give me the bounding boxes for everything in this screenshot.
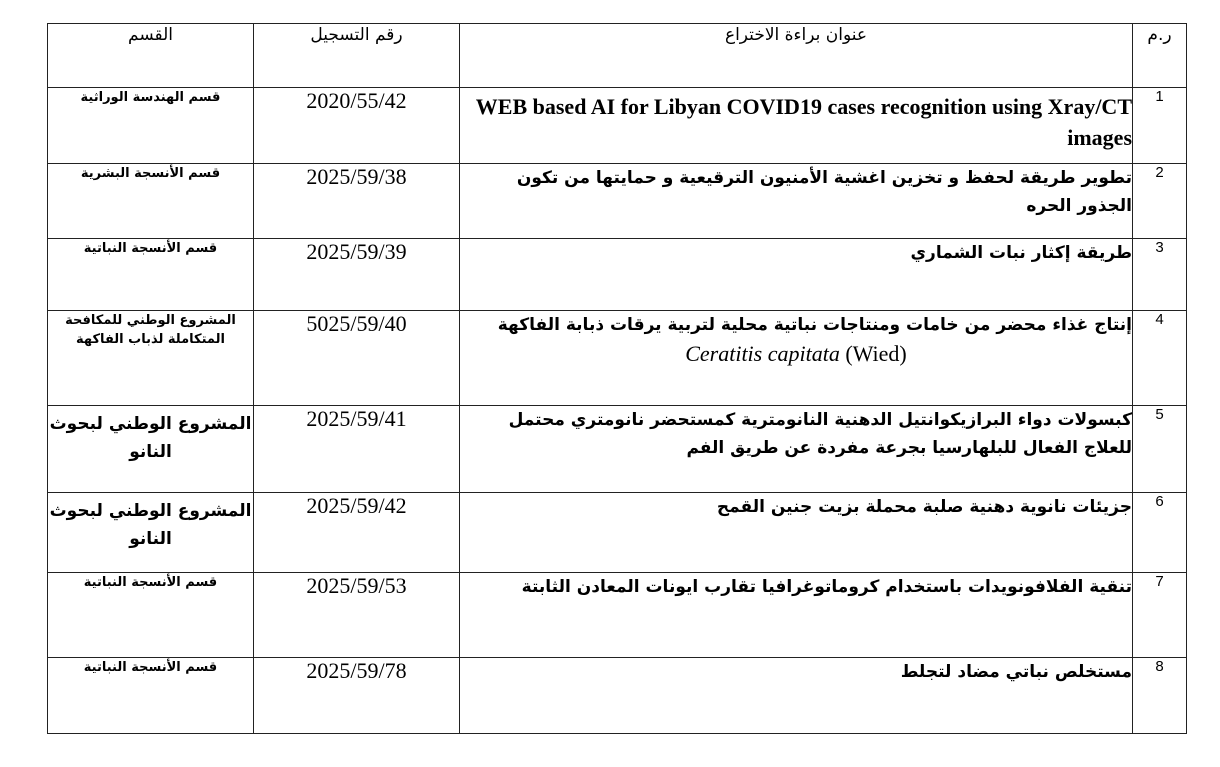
table-row: [48, 573, 1187, 658]
serial-cell: 6: [1133, 493, 1187, 573]
registration-number-cell: 2025/59/38: [254, 164, 460, 239]
table-row: [48, 311, 1187, 406]
serial-cell: 3: [1133, 239, 1187, 311]
header-registration-number: رقم التسجيل: [254, 24, 460, 88]
department-cell: قسم الأنسجة النباتية: [48, 239, 254, 311]
table-row: [48, 658, 1187, 734]
registration-number-cell: 5025/59/40: [254, 311, 460, 406]
serial-cell: 1: [1133, 88, 1187, 164]
table-row: [48, 406, 1187, 493]
header-department: القسم: [48, 24, 254, 88]
department-cell: قسم الأنسجة النباتية: [48, 658, 254, 734]
department-cell: قسم الهندسة الوراثية: [48, 88, 254, 164]
patent-title-cell: طريقة إكثار نبات الشماري: [460, 239, 1133, 311]
patent-title-cell: كبسولات دواء البرازيكوانتيل الدهنية النانومترية كمستحضر نانومتري محتمل للعلاج الفعال للبلهارسيا بجرعة مفردة عن طريق الفم: [460, 406, 1133, 493]
department-cell: المشروع الوطني لبحوث النانو: [48, 406, 254, 493]
patent-title-cell: تنقية الفلافونويدات باستخدام كروماتوغرافيا تقارب ايونات المعادن الثابتة: [460, 573, 1133, 658]
patent-title-cell: تطوير طريقة لحفظ و تخزين اغشية الأمنيون الترقيعية و حمايتها من تكون الجذور الحره: [460, 164, 1133, 239]
serial-cell: 7: [1133, 573, 1187, 658]
table-row: [48, 493, 1187, 573]
registration-number-cell: 2025/59/41: [254, 406, 460, 493]
department-cell: المشروع الوطني لبحوث النانو: [48, 493, 254, 573]
serial-cell: 2: [1133, 164, 1187, 239]
patent-title-cell: WEB based AI for Libyan COVID19 cases recognition using Xray/CT images: [460, 88, 1133, 164]
patent-title-cell: جزيئات نانوية دهنية صلبة محملة بزيت جنين القمح: [460, 493, 1133, 573]
registration-number-cell: 2020/55/42: [254, 88, 460, 164]
department-cell: قسم الأنسجة البشرية: [48, 164, 254, 239]
serial-cell: 8: [1133, 658, 1187, 734]
registration-number-cell: 2025/59/39: [254, 239, 460, 311]
department-cell: المشروع الوطني للمكافحة المتكاملة لذباب الفاكهة: [48, 311, 254, 406]
registration-number-cell: 2025/59/42: [254, 493, 460, 573]
header-patent-title: عنوان براءة الاختراع: [460, 24, 1133, 88]
table-row: [48, 88, 1187, 164]
serial-cell: 4: [1133, 311, 1187, 406]
patent-title-cell: [460, 311, 1133, 406]
patents-table: [47, 23, 1187, 734]
species-author: (Wied): [845, 341, 907, 366]
registration-number-cell: 2025/59/53: [254, 573, 460, 658]
species-name: [460, 339, 1132, 369]
patent-title-text: إنتاج غذاء محضر من خامات ومنتاجات نباتية محلية لتربية يرقات ذبابة الفاكهة: [497, 315, 1132, 335]
table-row: [48, 239, 1187, 311]
patent-title-cell: مستخلص نباتي مضاد لتجلط: [460, 658, 1133, 734]
header-serial: ر.م: [1133, 24, 1187, 88]
table-header-row: [48, 24, 1187, 88]
serial-cell: 5: [1133, 406, 1187, 493]
species-name-italic: Ceratitis capitata: [685, 341, 840, 366]
registration-number-cell: 2025/59/78: [254, 658, 460, 734]
table-row: [48, 164, 1187, 239]
department-cell: قسم الأنسجة النباتية: [48, 573, 254, 658]
